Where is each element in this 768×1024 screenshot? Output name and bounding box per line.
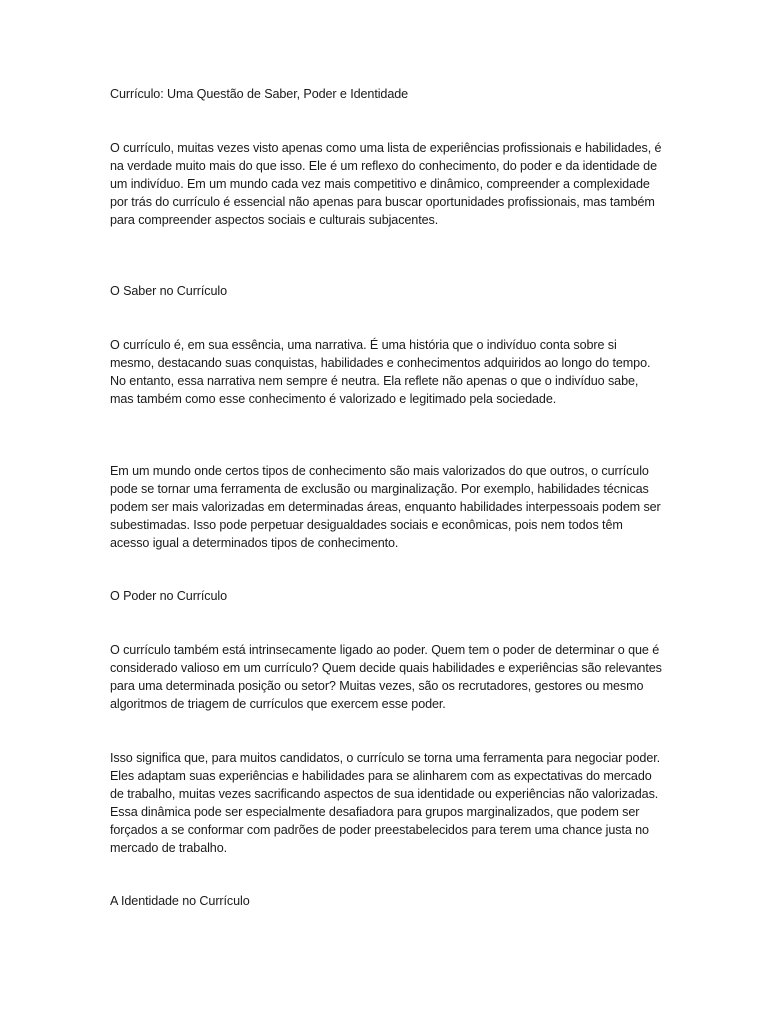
section-heading-poder: O Poder no Currículo xyxy=(110,589,227,603)
poder-paragraph-2: Isso significa que, para muitos candidatos, o currículo se torna uma ferramenta para negociar poder. Eles adaptam suas experiências e habilidades para se alinharem com as expectativas do mercado de trabalho, muitas vezes sacrificando aspectos de sua identidade ou experiências não valorizadas. Essa dinâmica pode ser especialmente desafiadora para grupos marginalizados, que podem ser forçados a se conformar com padrões de poder preestabelecidos para terem uma chance justa no mercado de trabalho. xyxy=(110,751,661,855)
saber-paragraph-2: Em um mundo onde certos tipos de conhecimento são mais valorizados do que outros, o currículo pode se tornar uma ferramenta de exclusão ou marginalização. Por exemplo, habilidades técnicas podem ser mais valorizadas em determinadas áreas, enquanto habilidades interpessoais podem ser subestimadas. Isso pode perpetuar desigualdades sociais e econômicas, pois nem todos têm acesso igual a determinados tipos de conhecimento. xyxy=(110,464,661,550)
section-heading-identidade: A Identidade no Currículo xyxy=(110,894,250,908)
document-title: Currículo: Uma Questão de Saber, Poder e Identidade xyxy=(110,87,409,101)
intro-paragraph: O currículo, muitas vezes visto apenas como uma lista de experiências profissionais e habilidades, é na verdade muito mais do que isso. Ele é um reflexo do conhecimento, do poder e da identidade de um indivíduo. Em um mundo cada vez mais competitivo e dinâmico, compreender a complexidade por trás do currículo é essencial não apenas para buscar oportunidades profissionais, mas também para compreender aspectos sociais e culturais subjacentes. xyxy=(110,141,662,227)
section-heading-saber: O Saber no Currículo xyxy=(110,284,227,298)
poder-paragraph-1: O currículo também está intrinsecamente ligado ao poder. Quem tem o poder de determinar o que é considerado valioso em um currículo? Quem decide quais habilidades e experiências são relevantes para uma determinada posição ou setor? Muitas vezes, são os recrutadores, gestores ou mesmo algoritmos de triagem de currículos que exercem esse poder. xyxy=(110,643,662,711)
saber-paragraph-1: O currículo é, em sua essência, uma narrativa. É uma história que o indivíduo conta sobre si mesmo, destacando suas conquistas, habilidades e conhecimentos adquiridos ao longo do tempo. No entanto, essa narrativa nem sempre é neutra. Ela reflete não apenas o que o indivíduo sabe, mas também como esse conhecimento é valorizado e legitimado pela sociedade. xyxy=(110,338,651,406)
